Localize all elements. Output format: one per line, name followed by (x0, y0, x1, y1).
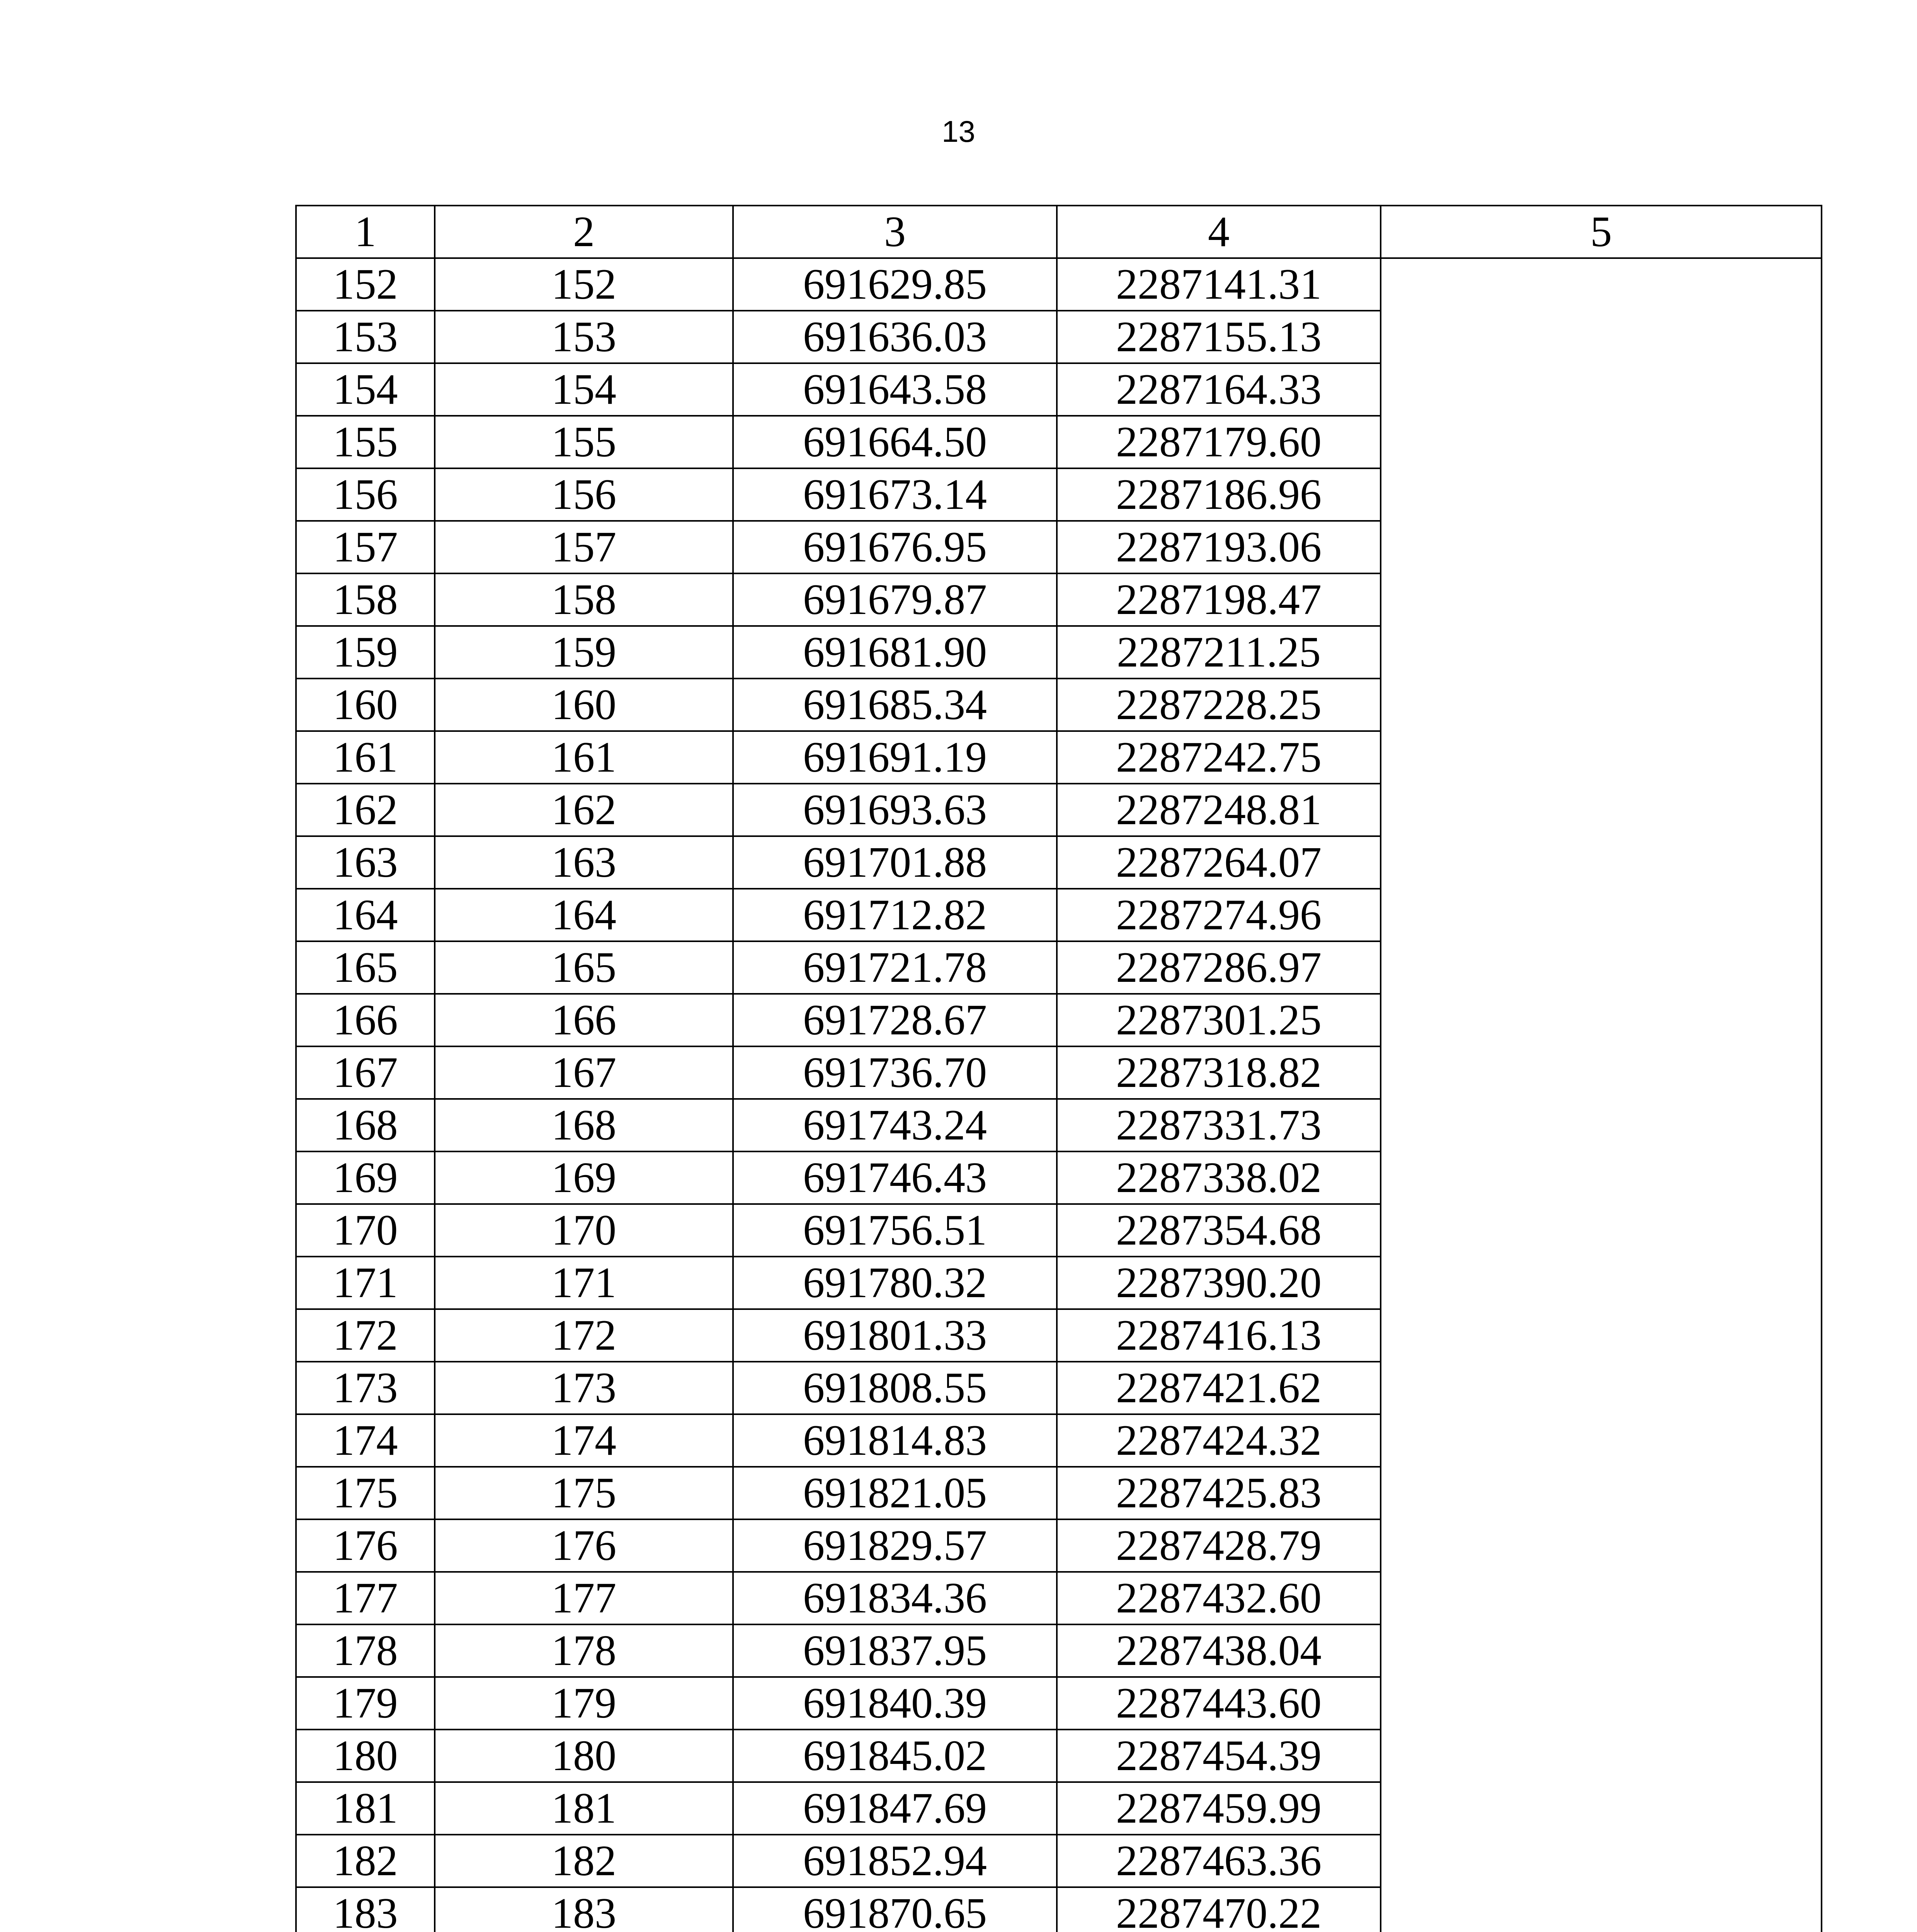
table-cell-col-4: 2287286.97 (1057, 941, 1381, 994)
table-cell-col-1: 173 (296, 1362, 435, 1414)
table-cell-col-1: 170 (296, 1204, 435, 1257)
table-cell-col-4: 2287242.75 (1057, 731, 1381, 784)
table-cell-col-2: 183 (435, 1887, 733, 1932)
table-cell-col-3: 691834.36 (733, 1572, 1057, 1624)
table-cell-col-3: 691693.63 (733, 784, 1057, 836)
table-cell-col-1: 168 (296, 1099, 435, 1151)
table-cell-col-4: 2287141.31 (1057, 258, 1381, 311)
table-cell-col-4: 2287354.68 (1057, 1204, 1381, 1257)
table-cell-col-3: 691643.58 (733, 363, 1057, 416)
table-cell-col-3: 691801.33 (733, 1309, 1057, 1362)
table-cell-col-4: 2287179.60 (1057, 416, 1381, 468)
table-cell-col-1: 152 (296, 258, 435, 311)
table-cell-col-1: 161 (296, 731, 435, 784)
table-cell-col-1: 171 (296, 1257, 435, 1309)
table-cell-col-4: 2287432.60 (1057, 1572, 1381, 1624)
table-cell-col-1: 172 (296, 1309, 435, 1362)
table-cell-col-2: 162 (435, 784, 733, 836)
header-row (296, 206, 1822, 258)
table-cell-col-3: 691636.03 (733, 311, 1057, 363)
table-cell-col-1: 177 (296, 1572, 435, 1624)
table-cell-col-1: 163 (296, 836, 435, 889)
table-cell-col-4: 2287425.83 (1057, 1467, 1381, 1519)
table-cell-col-2: 170 (435, 1204, 733, 1257)
table-cell-col-3: 691840.39 (733, 1677, 1057, 1730)
table-cell-col-1: 157 (296, 521, 435, 573)
table-cell-col-1: 181 (296, 1782, 435, 1835)
table-cell-col-3: 691847.69 (733, 1782, 1057, 1835)
table-cell-col-3: 691685.34 (733, 679, 1057, 731)
table-cell-col-3: 691629.85 (733, 258, 1057, 311)
table-cell-col-2: 166 (435, 994, 733, 1046)
table-cell-col-1: 180 (296, 1730, 435, 1782)
table-cell-col-3: 691780.32 (733, 1257, 1057, 1309)
table-cell-col-4: 2287428.79 (1057, 1519, 1381, 1572)
table-cell-col-4: 2287274.96 (1057, 889, 1381, 941)
table-cell-col-2: 161 (435, 731, 733, 784)
table-cell-col-2: 178 (435, 1624, 733, 1677)
table-header (296, 206, 1822, 258)
table-cell-col-1: 166 (296, 994, 435, 1046)
table-cell-col-2: 172 (435, 1309, 733, 1362)
table-cell-col-1: 156 (296, 468, 435, 521)
table-cell-col-3: 691756.51 (733, 1204, 1057, 1257)
table-cell-col-1: 179 (296, 1677, 435, 1730)
table-cell-col-2: 174 (435, 1414, 733, 1467)
table-cell-col-4: 2287390.20 (1057, 1257, 1381, 1309)
header-cell-3: 3 (733, 206, 1057, 258)
table-cell-col-1: 183 (296, 1887, 435, 1932)
table-cell-col-4: 2287421.62 (1057, 1362, 1381, 1414)
table-cell-col-4: 2287459.99 (1057, 1782, 1381, 1835)
table-cell-col-1: 176 (296, 1519, 435, 1572)
table-cell-col-4: 2287264.07 (1057, 836, 1381, 889)
header-cell-4: 4 (1057, 206, 1381, 258)
table-cell-col-1: 175 (296, 1467, 435, 1519)
table-cell-col-3: 691808.55 (733, 1362, 1057, 1414)
table-body (296, 258, 1822, 1932)
table-cell-col-1: 182 (296, 1835, 435, 1887)
table-cell-col-3: 691701.88 (733, 836, 1057, 889)
table-cell-col-3: 691814.83 (733, 1414, 1057, 1467)
table-cell-col-1: 165 (296, 941, 435, 994)
table-cell-col-1: 160 (296, 679, 435, 731)
table-cell-col-1: 178 (296, 1624, 435, 1677)
table-cell-col-1: 153 (296, 311, 435, 363)
table-cell-col-2: 160 (435, 679, 733, 731)
table-cell-col-4: 2287424.32 (1057, 1414, 1381, 1467)
table-cell-col-3: 691746.43 (733, 1151, 1057, 1204)
table-cell-col-2: 168 (435, 1099, 733, 1151)
table-cell-col-4: 2287438.04 (1057, 1624, 1381, 1677)
table-cell-col-1: 154 (296, 363, 435, 416)
table-cell-col-3: 691673.14 (733, 468, 1057, 521)
table-cell-col-2: 165 (435, 941, 733, 994)
table-cell-col-4: 2287164.33 (1057, 363, 1381, 416)
table-cell-col-2: 176 (435, 1519, 733, 1572)
table-cell-col-2: 159 (435, 626, 733, 679)
table-cell-col-2: 155 (435, 416, 733, 468)
table-cell-col-2: 153 (435, 311, 733, 363)
table-cell-col-3: 691712.82 (733, 889, 1057, 941)
table-cell-col-4: 2287193.06 (1057, 521, 1381, 573)
table-cell-col-2: 169 (435, 1151, 733, 1204)
table-cell-col-4: 2287155.13 (1057, 311, 1381, 363)
table-cell-col-4: 2287301.25 (1057, 994, 1381, 1046)
table-cell-col-2: 180 (435, 1730, 733, 1782)
table-cell-col-3: 691728.67 (733, 994, 1057, 1046)
table-cell-col-4: 2287248.81 (1057, 784, 1381, 836)
table-cell-col-1: 159 (296, 626, 435, 679)
table-cell-col-2: 177 (435, 1572, 733, 1624)
table-cell-col-3: 691837.95 (733, 1624, 1057, 1677)
table-row (296, 258, 1822, 311)
table-cell-col-3: 691870.65 (733, 1887, 1057, 1932)
table-cell-col-2: 175 (435, 1467, 733, 1519)
table-cell-col-2: 163 (435, 836, 733, 889)
table-cell-col-4: 2287198.47 (1057, 573, 1381, 626)
table-cell-col-4: 2287338.02 (1057, 1151, 1381, 1204)
table-cell-col-3: 691743.24 (733, 1099, 1057, 1151)
coordinates-table (295, 205, 1822, 1932)
table-cell-col-2: 157 (435, 521, 733, 573)
table-cell-col-3: 691664.50 (733, 416, 1057, 468)
table-cell-col-3: 691691.19 (733, 731, 1057, 784)
page-number: 13 (942, 114, 975, 148)
table-cell-col-4: 2287211.25 (1057, 626, 1381, 679)
table-cell-col-1: 169 (296, 1151, 435, 1204)
header-cell-5: 5 (1381, 206, 1822, 258)
table-cell-col-4: 2287463.36 (1057, 1835, 1381, 1887)
table-cell-col-2: 156 (435, 468, 733, 521)
table-cell-col-2: 167 (435, 1046, 733, 1099)
table-cell-col-4: 2287470.22 (1057, 1887, 1381, 1932)
table-cell-col-2: 171 (435, 1257, 733, 1309)
table-cell-col-3: 691681.90 (733, 626, 1057, 679)
table-cell-col-4: 2287228.25 (1057, 679, 1381, 731)
table-cell-col-2: 154 (435, 363, 733, 416)
table-cell-col-1: 155 (296, 416, 435, 468)
table-cell-col-2: 164 (435, 889, 733, 941)
table-cell-col-2: 152 (435, 258, 733, 311)
table-cell-col-4: 2287331.73 (1057, 1099, 1381, 1151)
table-cell-col-3: 691736.70 (733, 1046, 1057, 1099)
header-cell-1: 1 (296, 206, 435, 258)
table-cell-col-3: 691679.87 (733, 573, 1057, 626)
table-cell-col-2: 158 (435, 573, 733, 626)
table-cell-col-3: 691852.94 (733, 1835, 1057, 1887)
table-cell-col-4: 2287443.60 (1057, 1677, 1381, 1730)
table-cell-col-3: 691845.02 (733, 1730, 1057, 1782)
table-cell-col-4: 2287186.96 (1057, 468, 1381, 521)
table-cell-col-1: 158 (296, 573, 435, 626)
table-cell-col-3: 691829.57 (733, 1519, 1057, 1572)
table-cell-col-3: 691821.05 (733, 1467, 1057, 1519)
table-cell-col-2: 179 (435, 1677, 733, 1730)
header-cell-2: 2 (435, 206, 733, 258)
table-cell-col-2: 182 (435, 1835, 733, 1887)
table-cell-col-1: 162 (296, 784, 435, 836)
table-cell-col-2: 181 (435, 1782, 733, 1835)
table-cell-col-1: 174 (296, 1414, 435, 1467)
table-cell-col-4: 2287416.13 (1057, 1309, 1381, 1362)
table-cell-col-3: 691676.95 (733, 521, 1057, 573)
table-cell-col-3: 691721.78 (733, 941, 1057, 994)
table-cell-col-4: 2287454.39 (1057, 1730, 1381, 1782)
table-cell-col-1: 164 (296, 889, 435, 941)
table-cell-col-2: 173 (435, 1362, 733, 1414)
table-cell-col-4: 2287318.82 (1057, 1046, 1381, 1099)
table-cell-col-1: 167 (296, 1046, 435, 1099)
table-cell-col-5 (1381, 258, 1822, 1932)
